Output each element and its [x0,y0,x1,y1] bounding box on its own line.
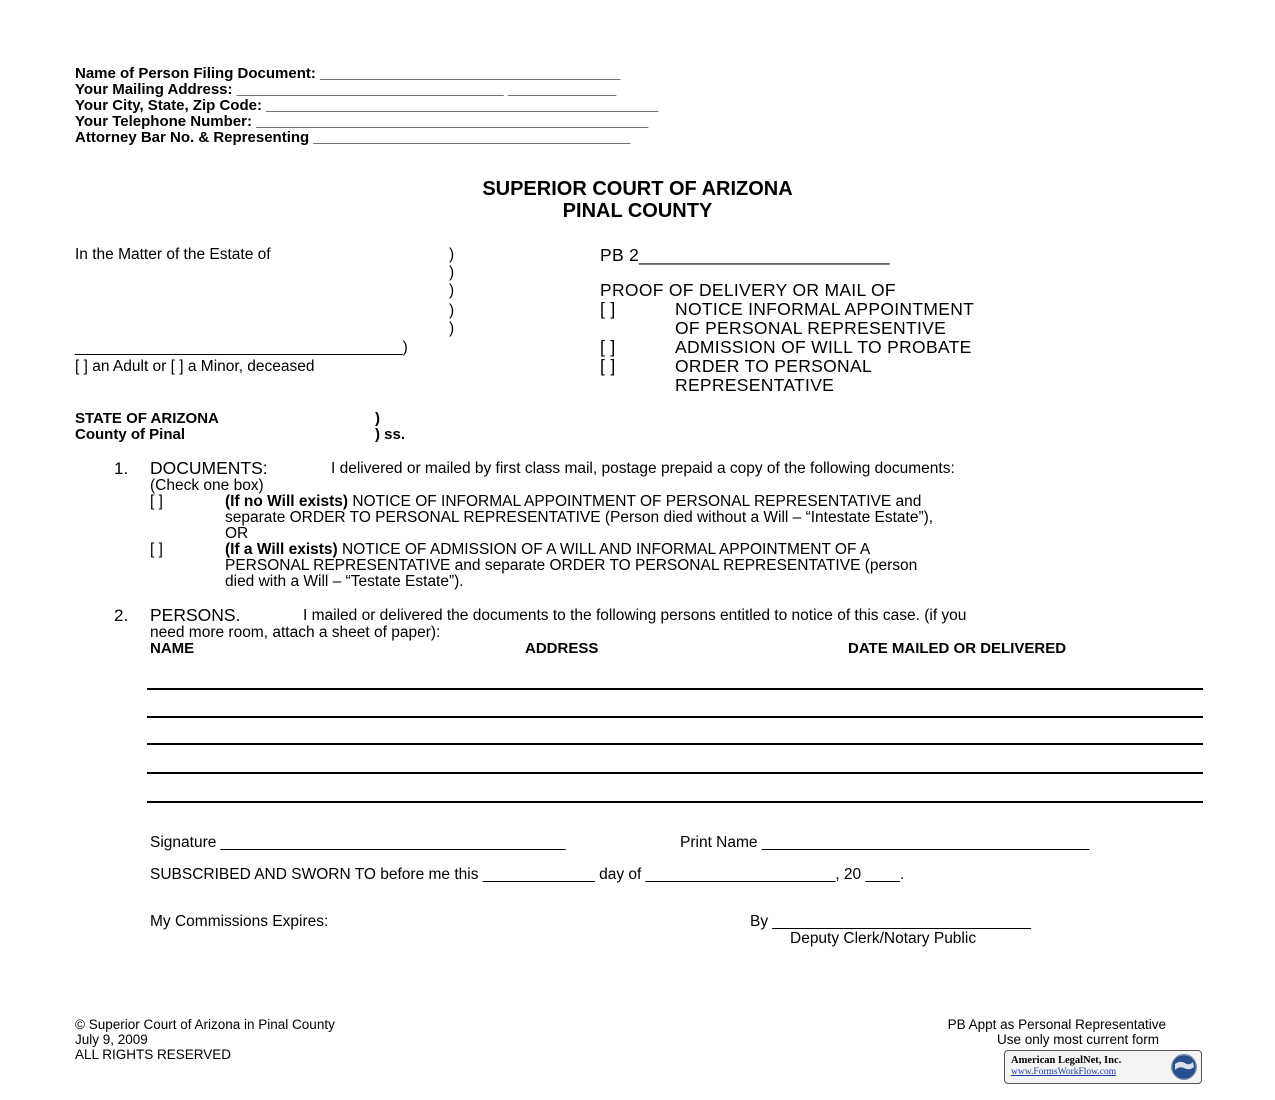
section2-intro: I mailed or delivered the documents to the following persons entitled to notice of this case. (if you [303,607,967,624]
footer-date: July 9, 2009 [75,1032,148,1047]
testate-label: (If a Will exists) [225,541,338,558]
entry-line [147,716,1203,718]
print-name-line: Print Name ______________________________________ [680,834,1090,851]
caption-paren: ) [449,246,455,263]
proof-title: PROOF OF DELIVERY OR MAIL OF [600,280,896,300]
case-number: PB 2_________________________ [600,245,890,265]
option-order: ORDER TO PERSONAL [675,356,873,376]
decedent-name-line: ______________________________________) [75,339,408,356]
caption-paren: ) [449,320,455,337]
globe-icon [1170,1053,1198,1081]
caption-paren: ) [449,302,455,319]
footer-form-name: PB Appt as Personal Representative [947,1017,1166,1032]
entry-line [147,688,1203,690]
or-label: OR [225,525,249,542]
intestate-label: (If no Will exists) [225,493,349,510]
venue-state: STATE OF ARIZONA [75,410,219,427]
option-order-cont: REPRESENTATIVE [675,375,835,395]
testate-text-cont: PERSONAL REPRESENTATIVE and separate ORDER TO PERSONAL REPRESENTATIVE (person [225,557,918,574]
intestate-text-cont: separate ORDER TO PERSONAL REPRESENTATIVE (Person died without a Will – “Intestate Estate”), [225,509,934,526]
caption-paren: ) [449,264,455,281]
county-title: PINAL COUNTY [562,200,713,222]
city-state-zip-field: Your City, State, Zip Code: _______________________________________________ [75,97,659,114]
section1-heading: DOCUMENTS: [150,458,268,478]
testate-text-end: died with a Will – “Testate Estate”). [225,573,464,590]
entry-line [147,801,1203,803]
signature-line: Signature ________________________________________ [150,834,566,851]
mailing-address-field: Your Mailing Address: ________________________________ _____________ [75,81,617,98]
checkbox: [ ] [600,299,616,319]
sworn-line: SUBSCRIBED AND SWORN TO before me this _____________ day of ______________________, 20 ____. [150,866,905,883]
commission-label: My Commissions Expires: [150,913,329,930]
logo-link[interactable]: www.FormsWorkFlow.com [1011,1067,1117,1077]
column-date: DATE MAILED OR DELIVERED [848,640,1067,657]
section2-intro-cont: need more room, attach a sheet of paper): [150,624,441,641]
decedent-status: [ ] an Adult or [ ] a Minor, deceased [75,358,315,375]
footer-copyright: © Superior Court of Arizona in Pinal County [75,1017,335,1032]
column-address: ADDRESS [525,640,599,657]
court-title: SUPERIOR COURT OF ARIZONA [482,178,793,200]
intestate-text: NOTICE OF INFORMAL APPOINTMENT OF PERSONAL REPRESENTATIVE and [352,493,922,510]
caption-paren: ) [449,282,455,299]
checkbox: [ ] [150,541,163,558]
footer-current: Use only most current form [996,1032,1159,1047]
section1-check: (Check one box) [150,477,264,494]
venue-county-paren: ) ss. [375,426,406,443]
checkbox: [ ] [150,493,163,510]
option-notice: NOTICE INFORMAL APPOINTMENT [675,299,975,319]
attorney-field: Attorney Bar No. & Representing ______________________________________ [75,129,631,146]
filer-name-field: Name of Person Filing Document: ____________________________________ [75,65,621,82]
checkbox: [ ] [600,337,616,357]
entry-line [147,743,1203,745]
telephone-field: Your Telephone Number: _______________________________________________ [75,113,649,130]
venue-county: County of Pinal [75,426,185,443]
entry-line [147,772,1203,774]
american-legalnet-logo[interactable] [1004,1050,1202,1084]
section1-number: 1. [114,459,129,478]
section1-intro: I delivered or mailed by first class mail, postage prepaid a copy of the following documents: [331,460,955,477]
by-line: By ______________________________ [750,913,1032,930]
option-admission: ADMISSION OF WILL TO PROBATE [675,337,972,357]
venue-state-paren: ) [375,410,380,427]
column-name: NAME [150,640,195,657]
section2-heading: PERSONS. [150,605,241,625]
footer-rights: ALL RIGHTS RESERVED [75,1047,232,1062]
logo-company: American LegalNet, Inc. [1011,1055,1122,1066]
section2-number: 2. [114,606,129,625]
checkbox: [ ] [600,356,616,376]
option-notice-cont: OF PERSONAL REPRESENTIVE [675,318,947,338]
clerk-label: Deputy Clerk/Notary Public [790,930,977,947]
estate-label: In the Matter of the Estate of [75,246,271,263]
testate-text: NOTICE OF ADMISSION OF A WILL AND INFORMAL APPOINTMENT OF A [342,541,871,558]
